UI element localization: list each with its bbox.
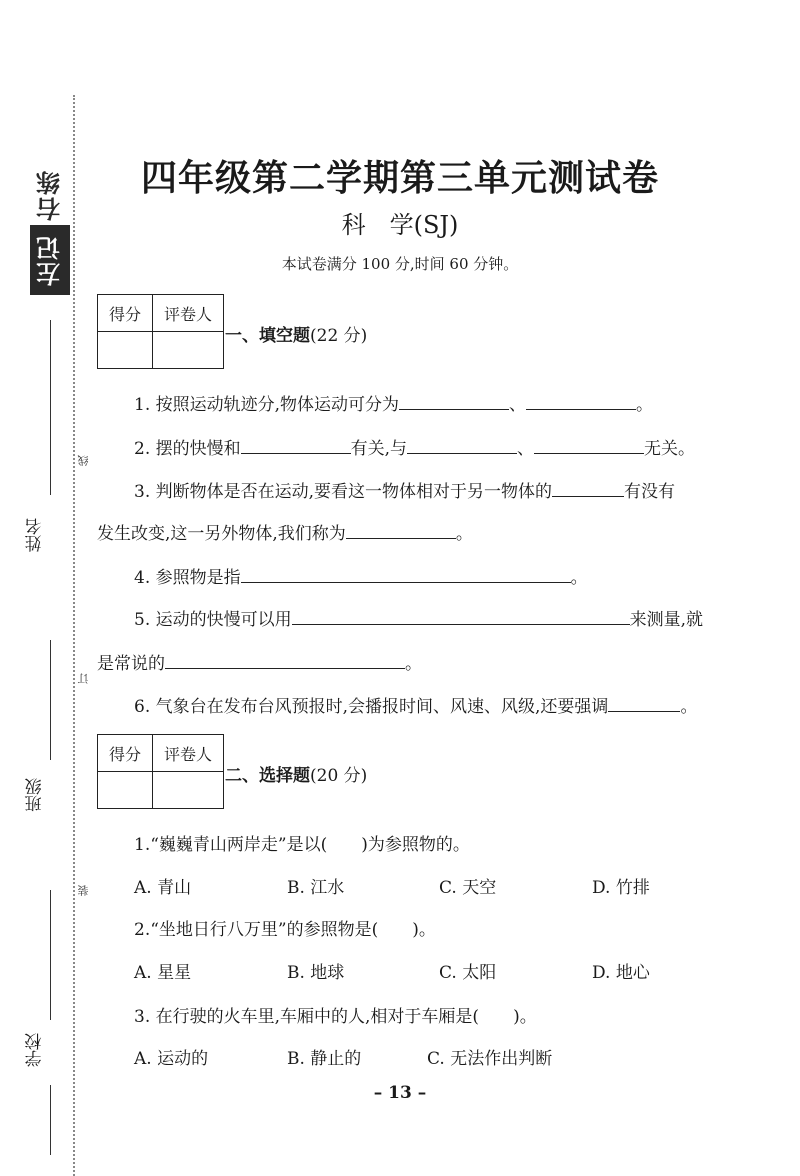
exam-note: 本试卷满分 100 分,时间 60 分钟。 [281, 255, 519, 273]
question-2 [134, 434, 695, 459]
grader-cell[interactable] [153, 332, 224, 369]
q4-text: 4. 参照物是指 [134, 568, 241, 588]
q3-text: 3. 判断物体是否在运动,要看这一物体相对于另一物体的 [134, 482, 553, 502]
q1-blank-2[interactable] [526, 391, 636, 410]
q2-text: 2. 摆的快慢和 [134, 439, 241, 459]
q1-text: 1. 按照运动轨迹分,物体运动可分为 [134, 395, 400, 415]
section2-points: (20 分) [310, 766, 368, 786]
page-subtitle: 科 学(SJ) [341, 211, 459, 239]
mc1-option-d[interactable]: D. 竹排 [592, 878, 650, 898]
q3-line2: 发生改变,这一另外物体,我们称为 [97, 524, 346, 544]
section1-heading [225, 321, 367, 346]
school-label: 学校 [25, 1033, 46, 1067]
score-table-2 [97, 734, 224, 809]
class-label: 班级 [25, 778, 46, 812]
q5-tail: 来测量,就 [629, 610, 704, 630]
section2-title: 二、选择题 [225, 766, 310, 786]
score-header: 得分 [98, 295, 153, 332]
question-4 [134, 563, 588, 588]
binding-mark-ding: 订 [77, 673, 90, 684]
name-line [50, 385, 51, 495]
score-table-1 [97, 294, 224, 369]
score-cell[interactable] [98, 332, 153, 369]
name-label: 姓名 [25, 518, 46, 552]
mc3-option-b[interactable]: B. 静止的 [287, 1049, 362, 1069]
q2-blank-3[interactable] [534, 435, 644, 454]
q5-end: 。 [405, 654, 422, 674]
question-6 [134, 692, 697, 717]
section1-points: (22 分) [310, 326, 368, 346]
q4-blank[interactable] [241, 564, 571, 583]
grader-header: 评卷人 [153, 735, 224, 772]
q2-sep: 、 [517, 439, 535, 459]
binding-mark-xian: 线 [77, 455, 90, 466]
q4-end: 。 [570, 568, 588, 588]
mc-question-1: 1.“巍巍青山两岸走”是以( )为参照物的。 [134, 835, 470, 855]
q1-blank-1[interactable] [399, 391, 509, 410]
page-title: 四年级第二学期第三单元测试卷 [140, 157, 659, 199]
mc-question-3: 3. 在行驶的火车里,车厢中的人,相对于车厢是( )。 [134, 1007, 537, 1027]
q5-blank-1[interactable] [292, 606, 630, 625]
score-cell[interactable] [98, 772, 153, 809]
school-line [50, 890, 51, 1020]
brand-part1: 左记 [30, 225, 70, 295]
q6-text: 6. 气象台在发布台风预报时,会播报时间、风速、风级,还要强调 [134, 697, 609, 717]
binding-mark-zhuang: 装 [77, 885, 90, 896]
section1-title: 一、填空题 [225, 326, 310, 346]
mc3-option-a[interactable]: A. 运动的 [134, 1049, 209, 1069]
question-5-line2 [97, 649, 422, 674]
question-1 [134, 390, 653, 415]
brand-part2: 右练 [36, 169, 65, 221]
q3-blank-2[interactable] [346, 520, 456, 539]
mc3-option-c[interactable]: C. 无法作出判断 [427, 1049, 553, 1069]
q5-line2: 是常说的 [97, 654, 165, 674]
mc1-option-b[interactable]: B. 江水 [287, 878, 345, 898]
q2-blank-1[interactable] [241, 435, 351, 454]
grader-cell[interactable] [153, 772, 224, 809]
q6-end: 。 [680, 697, 698, 717]
q3-tail: 有没有 [624, 482, 676, 502]
question-3 [134, 477, 675, 502]
page-number: – 13 – [373, 1083, 427, 1103]
q5-text: 5. 运动的快慢可以用 [134, 610, 292, 630]
mc2-option-b[interactable]: B. 地球 [287, 963, 345, 983]
q6-blank[interactable] [608, 693, 680, 712]
question-3-line2 [97, 519, 473, 544]
section2-heading [225, 761, 367, 786]
mc-question-2: 2.“坐地日行八万里”的参照物是( )。 [134, 920, 436, 940]
mc1-option-c[interactable]: C. 天空 [439, 878, 497, 898]
q1-end: 。 [636, 395, 654, 415]
grader-header: 评卷人 [153, 295, 224, 332]
mc2-option-a[interactable]: A. 星星 [134, 963, 192, 983]
question-5 [134, 605, 703, 630]
q3-end: 。 [455, 524, 473, 544]
mc2-option-c[interactable]: C. 太阳 [439, 963, 497, 983]
mc1-option-a[interactable]: A. 青山 [134, 878, 192, 898]
class-line [50, 640, 51, 760]
q2-blank-2[interactable] [407, 435, 517, 454]
q5-blank-2[interactable] [165, 650, 405, 669]
q1-sep: 、 [509, 395, 527, 415]
score-header: 得分 [98, 735, 153, 772]
q3-blank-1[interactable] [552, 478, 624, 497]
q2-mid: 有关,与 [350, 439, 408, 459]
q2-end: 无关。 [644, 439, 696, 459]
mc2-option-d[interactable]: D. 地心 [592, 963, 650, 983]
